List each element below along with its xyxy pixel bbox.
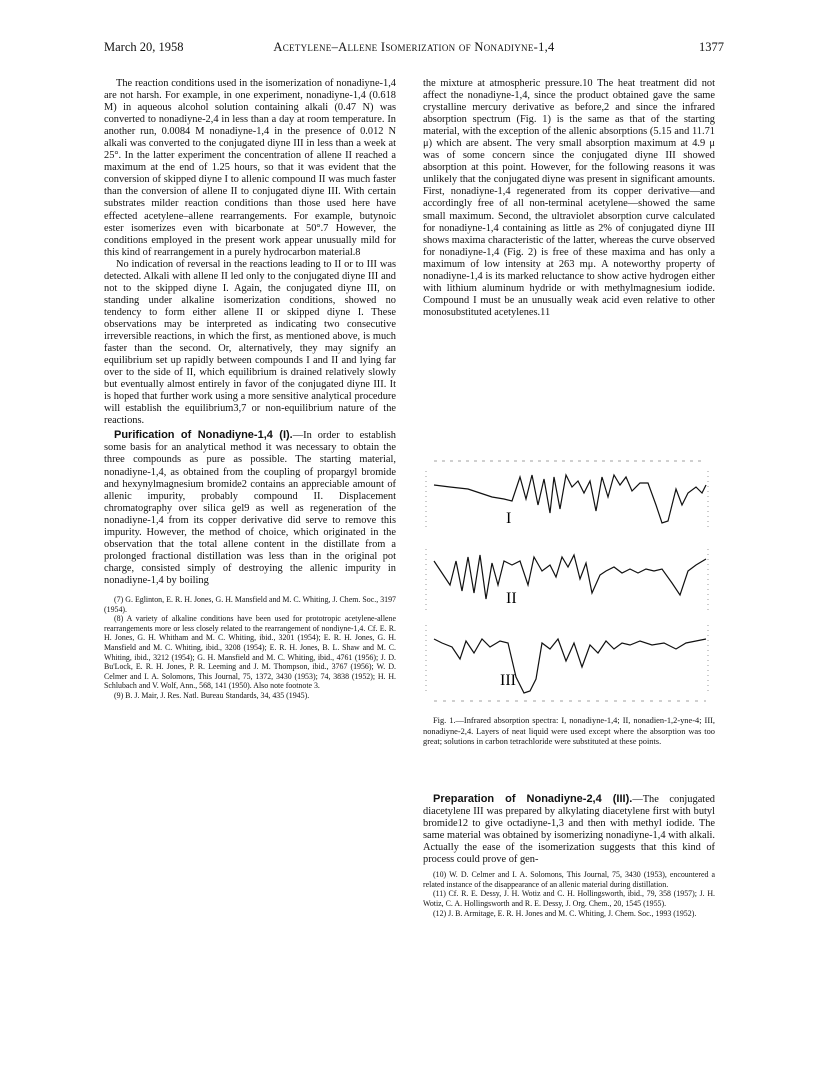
spectrum-trace-ii bbox=[434, 555, 706, 599]
panel-label-i: I bbox=[506, 510, 512, 527]
footnotes bbox=[104, 595, 396, 701]
left-column bbox=[104, 78, 396, 701]
spectrum-panel-iii bbox=[426, 625, 708, 701]
footnote: (7) G. Eglinton, E. R. H. Jones, G. H. Mansfield and M. C. Whiting, J. Chem. Soc., 3197 (1954). bbox=[104, 594, 396, 614]
footnote: (11) Cf. R. E. Dessy, J. H. Wotiz and C. H. Hollingsworth, ibid., 79, 358 (1957); J. H. Wotiz, C. A. Hollingsworth and R. E. Dessy, J. Org. Chem., 20, 1545 (1955). bbox=[423, 889, 715, 909]
panel-label-iii: III bbox=[500, 672, 516, 689]
section-preparation bbox=[423, 793, 715, 866]
section-title: Purification of Nonadiyne-1,4 (I). bbox=[114, 429, 293, 442]
footnote: (8) A variety of alkaline conditions have been used for prototropic acetylene-allene rearrangements more or less closely related to the rearrangement of nondiyne-1,4. Cf. E. R. H. Jones, G. H. Whitham and M. C. Whiting, ibid., 3201 (1954); E. R. H. Jones, G. H. Mansfield and M. C. Whiting, ibid., 3208 (1954); E. R. H. Jones, B. L. Shaw and M. C. Whiting, ibid., 3212 (1954); G. H. Mansfield and M. C. Whiting, ibid., 4761 (1956); J. D. Bu'Lock, E. R. H. Jones, P. R. Leeming and J. M. Thompson, ibid., 3767 (1956); W. D. Celmer and I. A. Solomons, This Journal, 75, 1372, 3430 (1953); 74, 3838 (1952); H. H. Schlubach and V. Wolf, Ann., 568, 141 (1950). Also note footnote 3. bbox=[104, 614, 396, 691]
header-date: March 20, 1958 bbox=[104, 40, 184, 54]
spectrum-trace-iii bbox=[434, 639, 706, 693]
header-page-number: 1377 bbox=[699, 40, 724, 54]
right-column bbox=[423, 78, 715, 319]
section-text: —In order to establish some basis for an analytical method it was necessary to obtain the three compounds as pure as possible. The starting material, nonadiyne-1,4, as obtained from the coupling of propargyl bromide and hexynylmagnesium bromide2 contains an appreciable amount of allenic impurity, probably compound II. Displacement chromatography over silica gel9 as well as regeneration of the nonadiyne-1,4 from its copper derivative did serve to remove this impurity. However, the method of choice, which originated in the observation that the total allene content in the distillate from a prolonged fractional distillation was less than in the original pot charge, consisted simply of destroying the allenic impurity in nonadiyne-1,4 by boiling bbox=[104, 430, 396, 586]
body-paragraph: the mixture at atmospheric pressure.10 The heat treatment did not affect the nonadiyne-1,4, since the product obtained gave the same crystalline mercury derivative as before,2 and since the infrared absorption spectrum (Fig. 1) is the same as that of the starting material, with the exception of the allenic absorptions (5.15 and 11.71 μ) which are absent. The very small absorption maximum at 4.9 μ was of some concern since the conjugated diyne III showed absorption at this point. However, for the following reasons it was unlikely that the conjugated diyne was present in significant amounts. First, nonadiyne-1,4 regenerated from its copper derivative—and accordingly free of all non-terminal acetylene—showed the same small maximum. Second, the ultraviolet absorption curve calculated for nonadiyne-1,4 containing as little as 2% of conjugated diyne III shows maxima characteristic of the latter, whereas the curve observed for nonadiyne-1,4 (Fig. 2) is free of these maxima and has only a maximum of low intensity at 263 mμ. A noteworthy property of nonadiyne-1,4 is its marked reluctance to show active hydrogen either with lithium aluminum hydride or with methylmagnesium iodide. Compound I must be an unusually weak acid even relative to other monosubstituted acetylenes.11 bbox=[423, 78, 715, 318]
figure-caption-text: Fig. 1.—Infrared absorption spectra: I, nonadiyne-1,4; II, nonadien-1,2-yne-4; III, nonadiyne-2,4. Layers of neat liquid were used except where the absorption was too great; solutions in carbon tetrachloride were substituted at these points. bbox=[423, 716, 715, 746]
figure-caption bbox=[423, 716, 715, 748]
body-paragraph: The reaction conditions used in the isomerization of nonadiyne-1,4 are not harsh. For example, in one experiment, nonadiyne-1,4 (0.618 M) in aqueous alcohol solution containing alkali (0.47 N) was converted to nonadiyne-2,4 in less than a day at room temperature. In another run, 0.0084 M nonadiyne-1,4 in the presence of 0.012 N alkali was converted to the conjugated diyne III in less than a week at 25°. In the latter experiment the concentration of allene II reached a maximum at the end of 1.25 hours, so that it was evident that the conversion of skipped diyne I to allenic compound II was much faster than the conversion of allene II to conjugated diyne III. With certain substrates milder reaction conditions than those used here have effected acetylene–allene rearrangements. For example, butynoic ester isomerizes even with bicarbonate at 50°.7 However, the conditions employed in the present work appear unusually mild for this kind of rearrangement in a purely hydrocarbon material.8 bbox=[104, 78, 396, 258]
footnote: (10) W. D. Celmer and I. A. Solomons, This Journal, 75, 3430 (1953), encountered a related instance of the disappearance of an allenic material during distillation. bbox=[423, 870, 715, 889]
panel-label-ii: II bbox=[506, 590, 517, 607]
ir-spectra-figure bbox=[420, 453, 716, 707]
footnote: (12) J. B. Armitage, E. R. H. Jones and M. C. Whiting, J. Chem. Soc., 1993 (1952). bbox=[433, 908, 697, 918]
right-column-lower bbox=[423, 791, 715, 918]
section-purification bbox=[104, 429, 396, 587]
spectrum-panel-ii bbox=[426, 549, 708, 611]
spectrum-panel-i bbox=[426, 461, 708, 531]
running-header bbox=[104, 40, 724, 58]
footnotes bbox=[423, 870, 715, 918]
spectrum-trace-i bbox=[434, 475, 706, 523]
section-text: —The conjugated diacetylene III was prepared by alkylating diacetylene first with butyl bromide12 to give octadiyne-1,3 and then with methyl iodide. The same material was obtained by isomerizing nonadiyne-1,4 with alkali. Actually the ease of the isomerization suggests that this kind of process could prove of gen- bbox=[423, 794, 716, 866]
section-title: Preparation of Nonadiyne-2,4 (III). bbox=[433, 793, 633, 805]
header-running-title: Acetylene–Allene Isomerization of Nonadiyne-1,4 bbox=[273, 40, 555, 54]
footnote: (9) B. J. Mair, J. Res. Natl. Bureau Standards, 34, 435 (1945). bbox=[114, 690, 310, 700]
body-paragraph: No indication of reversal in the reactions leading to II or to III was detected. Alkali with allene II led only to the conjugated diyne III and not to the skipped diyne I. Again, the conjugated diyne III, on standing under alkaline isomerization conditions, showed no tendency to form either allene II or skipped diyne I. These observations may be interpreted as indicating two consecutive irreversible reactions, in which the first, as mentioned above, is much faster than the second. Or, alternatively, they may signify an equilibrium set up rapidly between compounds I and II and lying far over to the side of II, which equilibrium is drained relatively slowly but eventually almost entirely in favor of the conjugated diyne III. It is hoped that further work using a more sensitive analytical procedure will establish the equilibrium3,7 or non-equilibrium nature of the reactions. bbox=[104, 258, 396, 427]
